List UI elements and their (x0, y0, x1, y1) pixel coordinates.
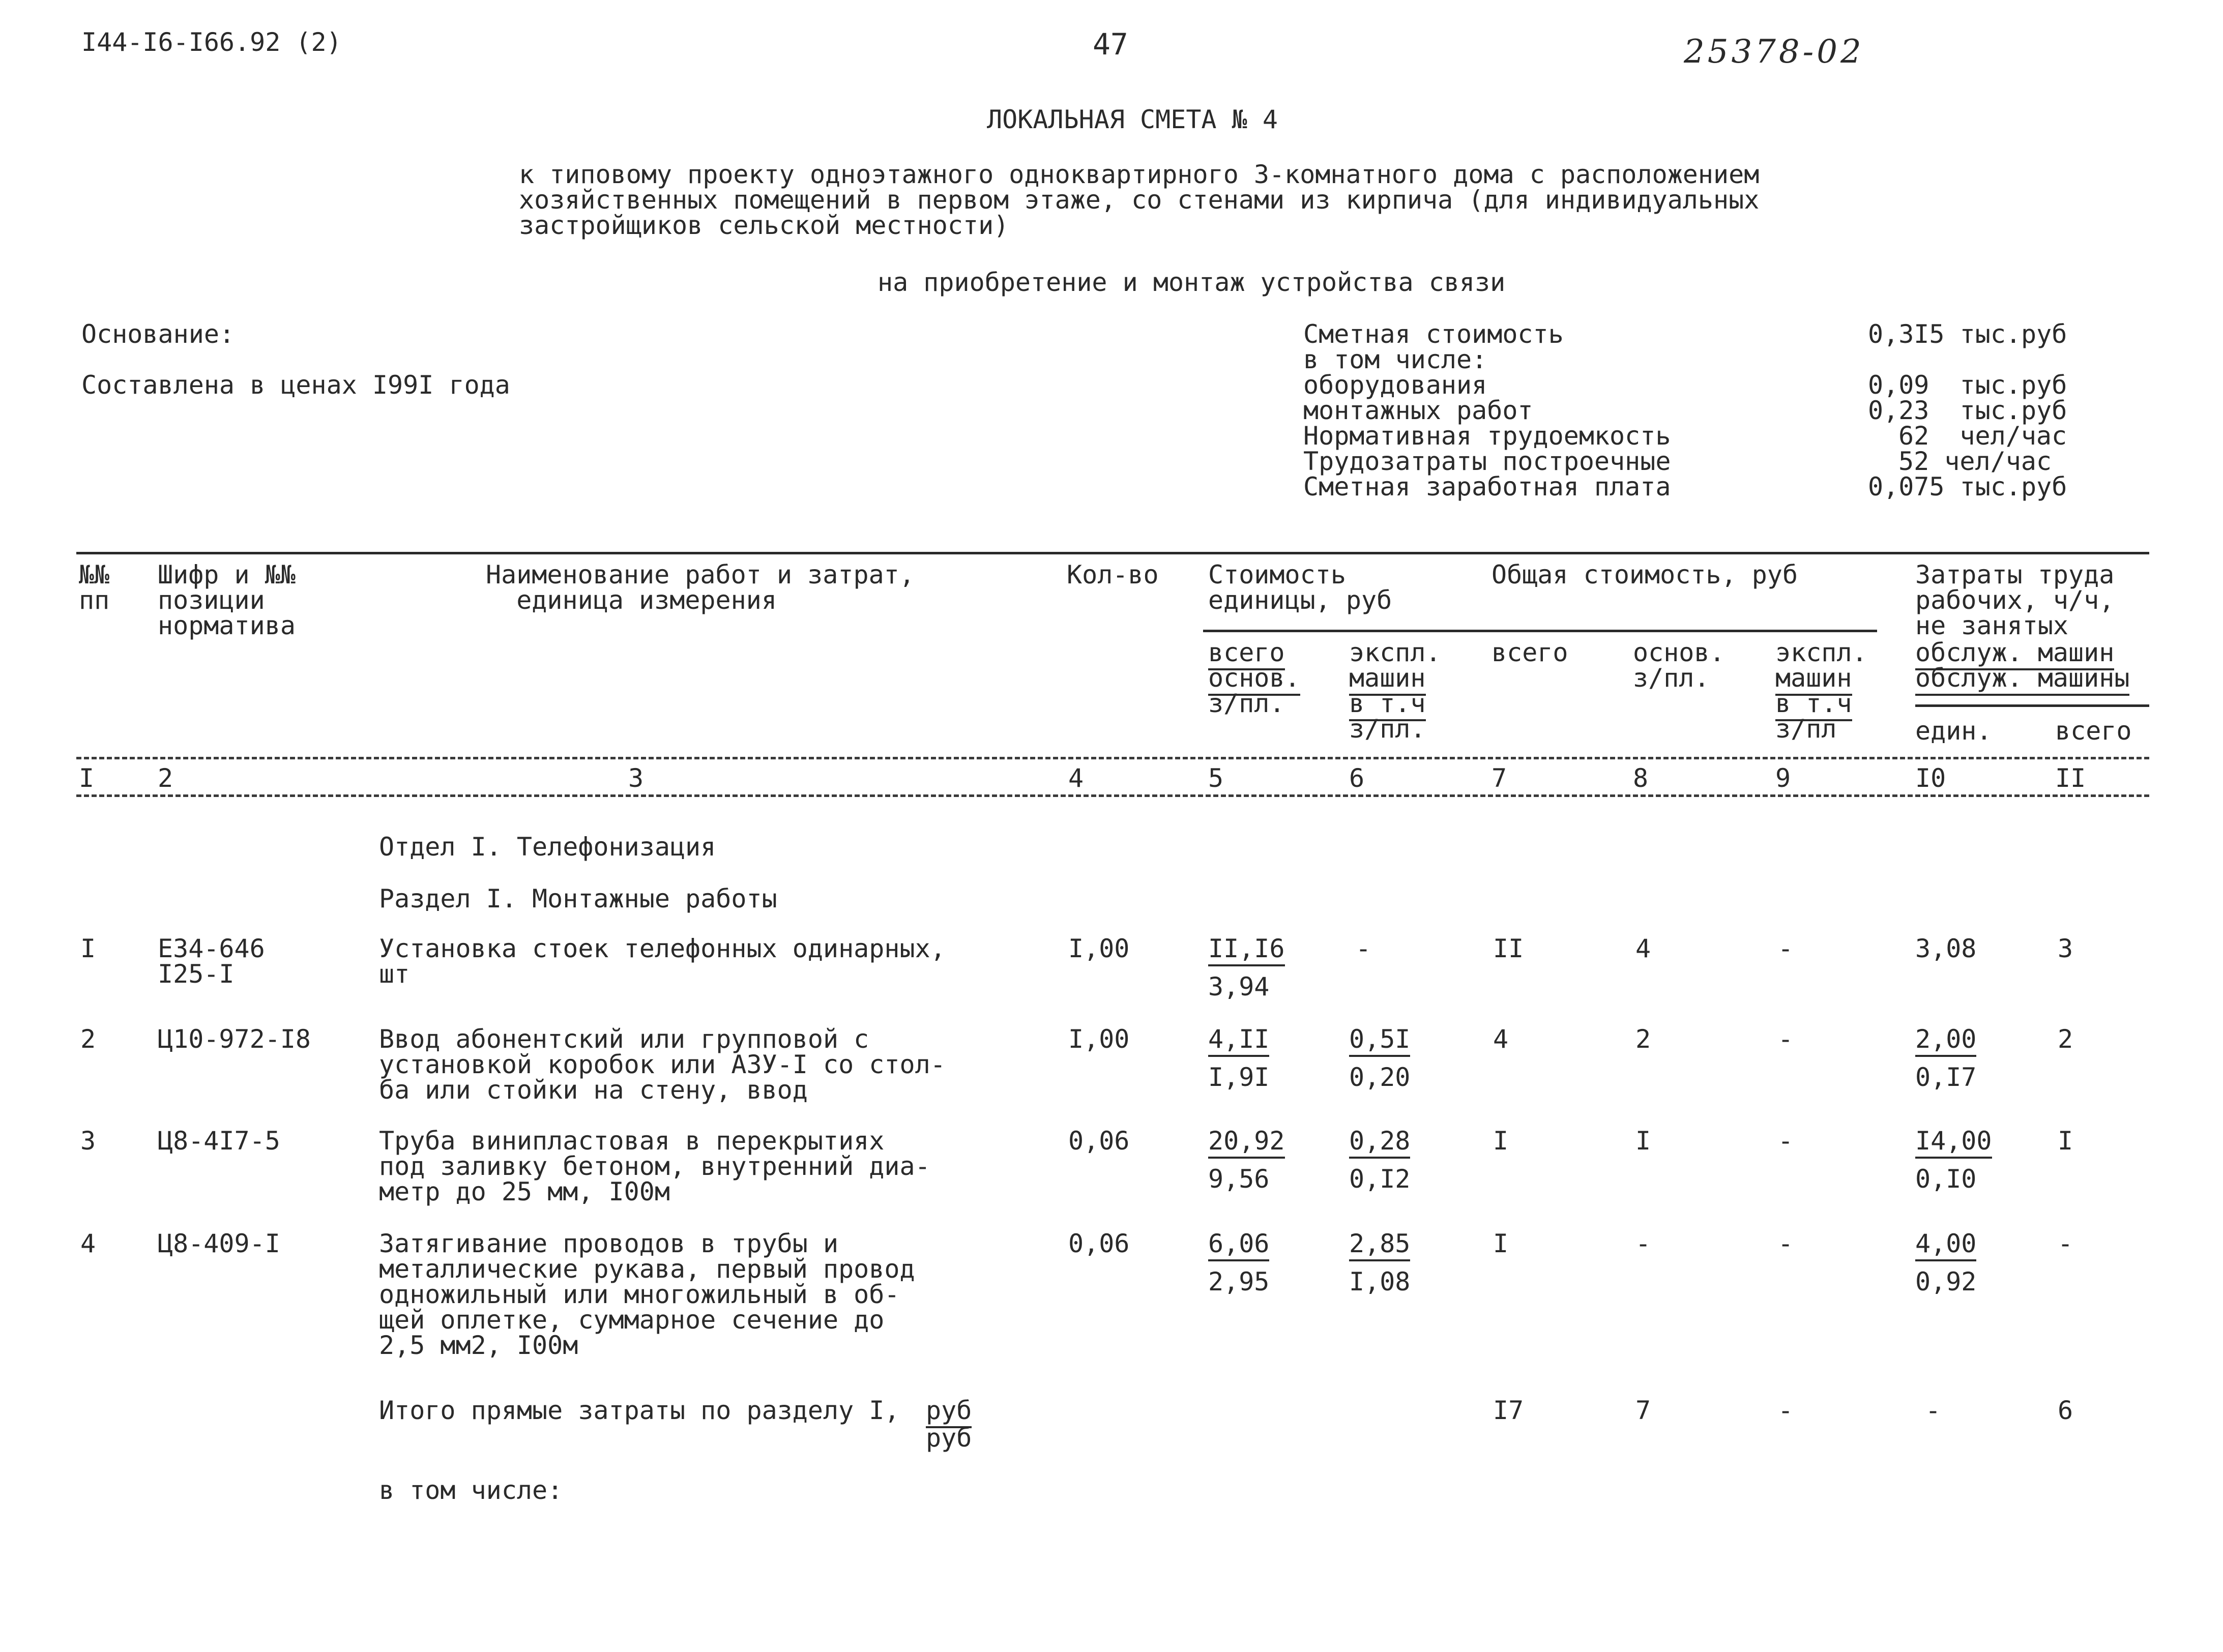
row-number: 2 (80, 1024, 96, 1054)
column-number: 6 (1349, 763, 1365, 793)
column-number: 4 (1068, 763, 1084, 793)
norm-code: Ц8-409-I (158, 1229, 280, 1258)
totals-unit-top: руб (926, 1398, 972, 1423)
unit-cost-total: 6,06 (1208, 1231, 1269, 1256)
header-col-10-11-c: обслуж. машины (1915, 665, 2129, 691)
column-number: 8 (1633, 763, 1649, 793)
work-name: Труба винипластовая в перекрытиях под заливку бетоном, внутренний диа- метр до 25 мм, I00м (379, 1126, 930, 1206)
labor-unit: I4,00 (1915, 1128, 1992, 1154)
unit-cost-total: 4,II (1208, 1026, 1269, 1052)
header-col-3: Наименование работ и затрат, единица измерения (486, 560, 915, 615)
totals-labor-total: 6 (2058, 1396, 2073, 1425)
title-line-1: к типовому проекту одноэтажного одноквартирного 3-комнатного дома с расположением (519, 160, 1760, 189)
labor-unit: 3,08 (1915, 934, 1977, 963)
totals-label: Итого прямые затраты по разделу I, (379, 1396, 900, 1425)
section-otdel: Отдел I. Телефонизация (379, 832, 716, 862)
norm-code: Е34-646 I25-I (158, 934, 265, 989)
work-name: Ввод абонентский или групповой с установкой коробок или АЗУ-I со стол- ба или стойки на стену, ввод (379, 1024, 946, 1105)
labor-unit: 4,00 (1915, 1231, 1976, 1256)
totals-unit-bottom: руб (926, 1423, 972, 1453)
unit-machine-cost: 2,85 (1349, 1231, 1410, 1256)
document-code: I44-I6-I66.92 (2) (81, 27, 342, 57)
column-number: 7 (1491, 763, 1507, 793)
total-machine-cost: - (1778, 1024, 1794, 1054)
unit-cost-base-wage: 9,56 (1208, 1164, 1270, 1194)
unit-machine-cost: - (1356, 934, 1371, 963)
unit-machine-wage: I,08 (1349, 1267, 1411, 1296)
unit-machine-wage: 0,20 (1349, 1063, 1411, 1092)
summary-label: Трудозатраты построечные (1303, 447, 1671, 476)
total-cost: I (1493, 1126, 1509, 1156)
work-name: Установка стоек телефонных одинарных, шт (379, 934, 946, 989)
column-number: 9 (1775, 763, 1791, 793)
header-col-11: всего (2055, 716, 2132, 746)
column-numbers-rule (76, 794, 2149, 797)
header-col-9c: в т.ч (1775, 691, 1852, 716)
header-col-4: Кол-во (1067, 560, 1159, 589)
page-title: ЛОКАЛЬНАЯ СМЕТА № 4 (987, 105, 1278, 134)
unit-cost-total: 20,92 (1208, 1128, 1285, 1154)
unit-cost-base-wage: 2,95 (1208, 1267, 1270, 1296)
labor-unit-machine: 0,92 (1915, 1267, 1977, 1296)
row-number: 4 (80, 1229, 96, 1258)
purpose-line: на приобретение и монтаж устройства связи (877, 268, 1506, 297)
header-col-5b: основ. (1208, 665, 1300, 691)
totals-base-wage: 7 (1635, 1396, 1651, 1425)
page-number: 47 (1093, 27, 1128, 62)
section-razdel: Раздел I. Монтажные работы (379, 884, 777, 913)
summary-value: 0,23 тыс.руб (1868, 396, 2067, 425)
unit-cost-base-wage: 3,94 (1208, 972, 1270, 1001)
header-col-6b: машин (1349, 665, 1426, 691)
labor-total: I (2058, 1126, 2073, 1156)
column-number: I0 (1915, 763, 1946, 793)
header-col-9b: машин (1775, 665, 1852, 691)
labor-total: 3 (2058, 934, 2073, 963)
norm-code: Ц8-4I7-5 (158, 1126, 280, 1156)
totals-machine-cost: - (1778, 1396, 1794, 1425)
total-base-wage: 2 (1635, 1024, 1651, 1054)
header-col-6d: з/пл. (1349, 714, 1426, 744)
row-number: I (80, 934, 96, 963)
header-col-6c: в т.ч (1349, 691, 1426, 716)
total-cost: I (1493, 1229, 1509, 1258)
unit-cost-total: II,I6 (1208, 936, 1285, 961)
column-number: 2 (158, 763, 173, 793)
total-base-wage: 4 (1635, 934, 1651, 963)
header-col-5a: всего (1208, 640, 1285, 665)
labor-unit-machine: 0,I0 (1915, 1164, 1977, 1194)
quantity: I,00 (1068, 1024, 1130, 1054)
work-name: Затягивание проводов в трубы и металлические рукава, первый провод одножильный или многожильный в об- щей оплетке, суммарное сечение до 2,5 мм2, I00м (379, 1229, 915, 1360)
header-subgroup-rule (1203, 630, 1877, 632)
header-col-10-11-b: обслуж. машин (1915, 640, 2114, 665)
unit-machine-cost: 0,28 (1349, 1128, 1410, 1154)
labor-total: - (2058, 1229, 2073, 1258)
summary-value: 0,075 тыс.руб (1868, 472, 2067, 501)
title-line-2: хозяйственных помещений в первом этаже, со стенами из кирпича (для индивидуальных (519, 185, 1760, 215)
total-base-wage: - (1635, 1229, 1651, 1258)
summary-value: 0,3I5 тыс.руб (1868, 319, 2067, 349)
summary-label: в том числе: (1303, 345, 1487, 374)
total-base-wage: I (1635, 1126, 1651, 1156)
total-machine-cost: - (1778, 1126, 1794, 1156)
column-number: 5 (1208, 763, 1224, 793)
unit-machine-cost: 0,5I (1349, 1026, 1410, 1052)
column-number: 3 (628, 763, 644, 793)
summary-label: Нормативная трудоемкость (1303, 421, 1671, 451)
summary-label: оборудования (1303, 370, 1487, 400)
labor-unit-machine: 0,I7 (1915, 1063, 1977, 1092)
header-labor-group: Затраты труда рабочих, ч/ч, не занятых (1915, 560, 2115, 640)
row-number: 3 (80, 1126, 96, 1156)
including-note: в том числе: (379, 1476, 563, 1505)
quantity: 0,06 (1068, 1229, 1130, 1258)
unit-machine-wage: 0,I2 (1349, 1164, 1411, 1194)
handwritten-number: 25378-02 (1684, 33, 1864, 71)
header-labor-rule (1915, 704, 2149, 707)
summary-label: монтажных работ (1303, 396, 1533, 425)
column-number: I (79, 763, 95, 793)
labor-unit: 2,00 (1915, 1026, 1976, 1052)
column-number: II (2055, 763, 2086, 793)
summary-label: Сметная стоимость (1303, 319, 1564, 349)
summary-label: Сметная заработная плата (1303, 472, 1671, 501)
summary-value: 62 чел/час (1898, 421, 2067, 451)
header-col-6a: экспл. (1349, 638, 1441, 667)
total-cost: II (1493, 934, 1524, 963)
totals-total-cost: I7 (1493, 1396, 1524, 1425)
header-col-9a: экспл. (1775, 638, 1867, 667)
quantity: I,00 (1068, 934, 1130, 963)
total-machine-cost: - (1778, 1229, 1794, 1258)
header-col-9d: з/пл (1775, 714, 1837, 744)
header-col-5c: з/пл. (1208, 689, 1285, 718)
totals-labor-unit: - (1925, 1396, 1941, 1425)
total-cost: 4 (1493, 1024, 1509, 1054)
header-total-cost-group: Общая стоимость, руб (1491, 560, 1798, 589)
unit-cost-base-wage: I,9I (1208, 1063, 1270, 1092)
header-col-7: всего (1491, 638, 1568, 667)
title-line-3: застройщиков сельской местности) (519, 211, 1009, 240)
header-col-8: основ. з/пл. (1633, 638, 1725, 693)
quantity: 0,06 (1068, 1126, 1130, 1156)
table-top-rule (76, 552, 2149, 554)
summary-value: 0,09 тыс.руб (1868, 370, 2067, 400)
header-col-10: един. (1915, 716, 1992, 746)
norm-code: Ц10-972-I8 (158, 1024, 311, 1054)
header-col-2: Шифр и №№ позиции норматива (158, 560, 296, 640)
prices-note: Составлена в ценах I99I года (81, 370, 510, 400)
header-unit-cost-group: Стоимость единицы, руб (1208, 560, 1392, 615)
total-machine-cost: - (1778, 934, 1794, 963)
header-col-1: №№ пп (79, 560, 110, 615)
labor-total: 2 (2058, 1024, 2073, 1054)
header-bottom-rule (76, 757, 2149, 759)
basis-label: Основание: (81, 319, 235, 349)
summary-value: 52 чел/час (1898, 447, 2052, 476)
